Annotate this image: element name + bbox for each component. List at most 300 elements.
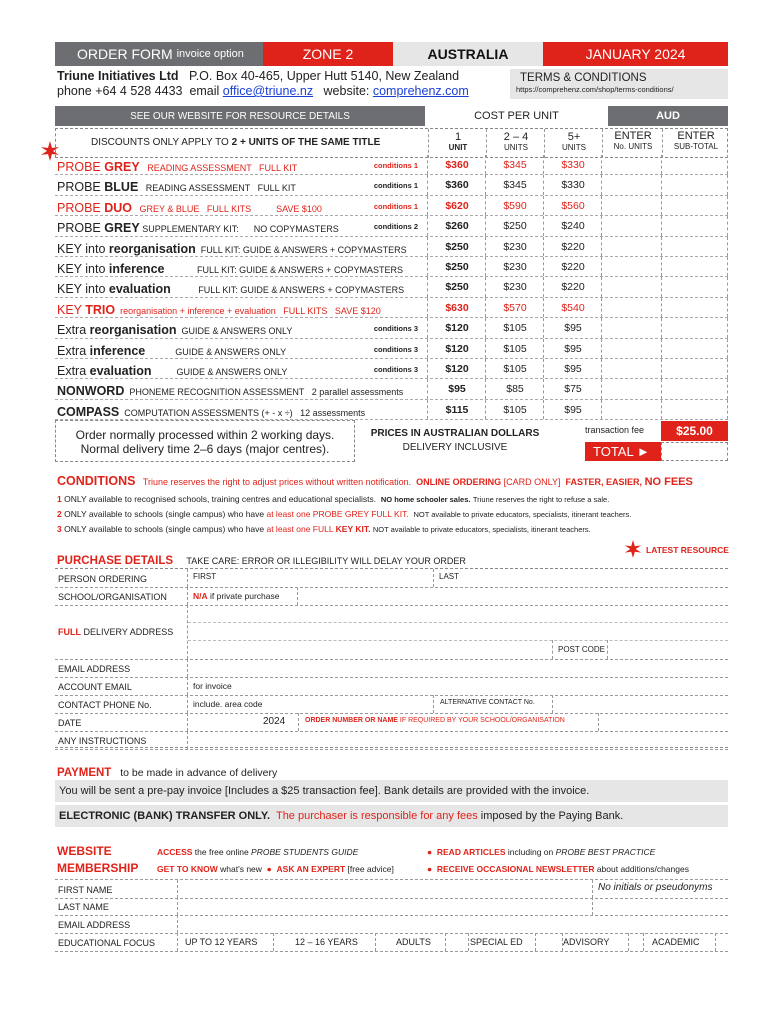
- ask-b: [free advice]: [345, 864, 394, 874]
- email-link[interactable]: office@triune.nz: [222, 84, 314, 98]
- price-cell: $250: [485, 216, 544, 235]
- enter-units-input[interactable]: [601, 237, 662, 256]
- educational-focus-label: EDUCATIONAL FOCUS: [58, 938, 156, 948]
- processing-note: [55, 420, 355, 462]
- discount-note: [91, 137, 380, 148]
- col3-top: 5+: [567, 131, 581, 143]
- processing-line-2: Normal delivery time 2–6 days (major centres).: [80, 442, 330, 456]
- product-title: evaluation: [89, 364, 152, 378]
- enter-subtotal-input[interactable]: [661, 318, 728, 337]
- read-a: READ ARTICLES: [436, 847, 506, 857]
- product-title: evaluation: [108, 282, 171, 297]
- membership-title-1: WEBSITE: [57, 844, 112, 858]
- membership-title: [57, 843, 138, 877]
- access-a: ACCESS: [157, 847, 193, 857]
- purchase-note: TAKE CARE: ERROR OR ILLEGIBILITY WILL DELAY YOUR ORDER: [186, 556, 466, 566]
- product-prefix: KEY into: [57, 241, 109, 256]
- col1-bot: UNIT: [448, 143, 468, 152]
- date-input[interactable]: [189, 713, 259, 731]
- col-enter-subtotal: [662, 129, 729, 158]
- member-last-name-label: LAST NAME: [58, 902, 109, 912]
- order-number-note: [305, 717, 565, 724]
- read-c: PROBE BEST PRACTICE: [555, 847, 656, 857]
- enter-units-input[interactable]: [601, 318, 662, 337]
- delivery-address-input[interactable]: [189, 605, 727, 659]
- col-1-unit: [428, 129, 487, 158]
- price-cell: $250: [427, 257, 486, 276]
- enter-subtotal-input[interactable]: [661, 359, 728, 378]
- order-number-input[interactable]: [600, 713, 727, 731]
- col-5-plus-units: [544, 129, 603, 158]
- area-code-note: include. area code: [193, 699, 263, 709]
- price-cell: $105: [485, 339, 544, 358]
- date-badge: JANUARY 2024: [543, 42, 728, 66]
- payment-subtitle: to be made in advance of delivery: [120, 767, 278, 779]
- website-label: website:: [323, 84, 370, 98]
- c2-a: ONLY available to schools (single campus) who have: [64, 509, 267, 519]
- enter-subtotal-input[interactable]: [661, 216, 728, 235]
- na-text: N/A: [193, 591, 208, 601]
- product-prefix: Extra: [57, 323, 90, 338]
- product-row: [55, 216, 728, 236]
- member-email-row: [55, 915, 728, 934]
- price-cell: $250: [427, 277, 486, 296]
- price-cell: $120: [427, 318, 486, 337]
- school-input[interactable]: [299, 587, 727, 605]
- col5-bot: SUB-TOTAL: [673, 142, 719, 151]
- na-rest: if private purchase: [207, 591, 280, 601]
- price-cell: $260: [427, 216, 486, 235]
- product-prefix: PROBE: [57, 180, 105, 195]
- product-row: [55, 237, 728, 257]
- product-description: SUPPLEMENTARY KIT: NO COPYMASTERS: [139, 224, 339, 235]
- enter-subtotal-input[interactable]: [661, 400, 728, 419]
- enter-units-input[interactable]: [601, 257, 662, 276]
- product-name-cell: [57, 321, 425, 339]
- enter-subtotal-input[interactable]: [661, 196, 728, 215]
- price-cell: $95: [543, 318, 602, 337]
- price-cell: $115: [427, 400, 486, 419]
- product-title: reorganisation: [89, 323, 177, 338]
- access-c: PROBE STUDENTS GUIDE: [251, 847, 359, 857]
- transaction-fee-value: $25.00: [661, 421, 728, 441]
- membership-title-2: MEMBERSHIP: [57, 861, 139, 875]
- c3-c: KEY KIT.: [335, 524, 371, 534]
- product-description: FULL KIT: GUIDE & ANSWERS + COPYMASTERS: [164, 265, 403, 275]
- product-name-cell: [57, 362, 425, 380]
- price-cell: $75: [543, 379, 602, 398]
- product-title: DUO: [104, 200, 133, 215]
- product-name-cell: [57, 219, 425, 237]
- year-label: 2024: [263, 716, 286, 727]
- post-code-label: POST CODE: [558, 645, 605, 654]
- member-first-name-input[interactable]: [179, 880, 590, 898]
- terms-title: TERMS & CONDITIONS: [520, 72, 647, 84]
- online-ordering: ONLINE ORDERING: [416, 477, 502, 487]
- product-prefix: KEY into: [57, 282, 109, 297]
- account-email-label: ACCOUNT EMAIL: [58, 682, 132, 692]
- date-label: DATE: [58, 718, 82, 728]
- product-name-cell: [57, 301, 425, 319]
- price-cell: $105: [485, 359, 544, 378]
- product-row: [55, 175, 728, 195]
- product-prefix: KEY: [57, 302, 86, 317]
- receive-b: about additions/changes: [594, 864, 689, 874]
- payment-title: PAYMENT: [57, 767, 112, 779]
- purchase-header: [57, 551, 466, 569]
- product-name-cell: [57, 382, 425, 400]
- product-description: COMPUTATION ASSESSMENTS (+ - x ÷) 12 assessments: [119, 407, 366, 418]
- contact-phone-row: [55, 695, 728, 714]
- price-cell: $345: [485, 155, 544, 174]
- c1-b: NO home schooler sales.: [380, 495, 471, 504]
- product-prefix: KEY into: [57, 262, 109, 276]
- product-prefix: Extra: [57, 343, 90, 358]
- price-cell: $570: [485, 298, 544, 317]
- account-email-input[interactable]: [189, 677, 727, 695]
- account-email-row: [55, 677, 728, 696]
- product-row: [55, 339, 728, 359]
- product-row: [55, 359, 728, 379]
- company-phone: phone +64 4 528 4433: [57, 84, 183, 98]
- c3-num: 3: [57, 524, 62, 534]
- terms-url[interactable]: https://comprehenz.com/shop/terms-conditions/: [516, 85, 674, 94]
- product-row: [55, 196, 728, 216]
- c1-num: 1: [57, 494, 62, 504]
- product-title: TRIO: [85, 302, 116, 317]
- terms-box: [510, 69, 728, 99]
- faster-easier: FASTER, EASIER,: [565, 477, 643, 487]
- order-number-a: ORDER NUMBER OR NAME: [305, 717, 398, 724]
- price-cell: $105: [485, 400, 544, 419]
- read-item: ● READ ARTICLES including on PROBE BEST PRACTICE: [427, 847, 656, 857]
- enter-subtotal-input[interactable]: [661, 277, 728, 296]
- enter-units-input[interactable]: [601, 379, 662, 398]
- price-cell: $620: [427, 196, 486, 215]
- member-email-label: EMAIL ADDRESS: [58, 920, 131, 930]
- product-description: FULL KIT: GUIDE & ANSWERS + COPYMASTERS: [195, 244, 407, 255]
- contact-phone-label: CONTACT PHONE No.: [58, 700, 152, 710]
- ask-a: ASK AN EXPERT: [276, 864, 346, 874]
- access-item: [157, 847, 358, 857]
- col2-top: 2 – 4: [503, 131, 529, 143]
- get-to-know-item: GET TO KNOW what's new ● ASK AN EXPERT [free advice]: [157, 864, 394, 874]
- focus-option-special-ed[interactable]: SPECIAL ED: [470, 937, 523, 947]
- price-cell: $230: [485, 237, 544, 256]
- product-name-cell: [57, 240, 425, 258]
- product-description: GUIDE & ANSWERS ONLY: [151, 367, 288, 377]
- delivery-inclusive: DELIVERY INCLUSIVE: [402, 442, 508, 453]
- member-email-input[interactable]: [179, 915, 727, 933]
- price-cell: $230: [485, 277, 544, 296]
- c3-b: at least one FULL: [266, 524, 336, 534]
- processing-line-1: Order normally processed within 2 working days.: [75, 428, 335, 442]
- product-title: GREY: [104, 221, 140, 236]
- product-description: GUIDE & ANSWERS ONLY: [145, 346, 287, 357]
- price-cell: $345: [485, 175, 544, 194]
- product-title: reorganisation: [108, 241, 196, 256]
- enter-units-input[interactable]: [601, 359, 662, 378]
- conditions-header: [57, 474, 693, 488]
- delivery-address-label: [58, 627, 173, 637]
- condition-2: [57, 507, 631, 522]
- col-2-4-units: [486, 129, 545, 158]
- contact-phone-input[interactable]: [265, 695, 431, 713]
- get-b: what's new: [217, 864, 262, 874]
- member-last-name-input[interactable]: [179, 897, 590, 915]
- price-cell: $360: [427, 175, 486, 194]
- c2-num: 2: [57, 509, 62, 519]
- price-cell: $95: [427, 379, 486, 398]
- col4-bot: No. UNITS: [613, 142, 653, 151]
- product-conditions: conditions 2: [373, 222, 418, 232]
- school-row: [55, 587, 728, 606]
- enter-units-input[interactable]: [601, 400, 662, 419]
- product-name-cell: [57, 403, 425, 421]
- price-cell: $220: [543, 277, 602, 296]
- product-conditions: conditions 3: [373, 344, 418, 354]
- school-label: SCHOOL/ORGANISATION: [58, 592, 167, 602]
- company-name: Triune Initiatives Ltd: [57, 69, 179, 83]
- enter-subtotal-input[interactable]: [661, 379, 728, 398]
- order-form-title: [55, 42, 263, 66]
- product-conditions: conditions 1: [373, 161, 418, 170]
- price-cell: $220: [543, 257, 602, 276]
- email-row: [55, 659, 728, 678]
- product-title: inference: [89, 343, 146, 358]
- educational-focus-row: [55, 933, 728, 952]
- price-cell: $360: [427, 155, 486, 174]
- price-cell: $120: [427, 339, 486, 358]
- see-website-bar: SEE OUR WEBSITE FOR RESOURCE DETAILS: [55, 106, 425, 126]
- enter-units-input[interactable]: [601, 196, 662, 215]
- purchaser-responsible: The purchaser is responsible for any fees: [275, 810, 478, 822]
- payment-line-2: [55, 805, 728, 827]
- bank-transfer-only: ELECTRONIC (BANK) TRANSFER ONLY.: [59, 810, 271, 822]
- first-name-input[interactable]: [223, 569, 431, 587]
- price-cell: $120: [427, 359, 486, 378]
- get-a: GET TO KNOW: [157, 864, 218, 874]
- paying-bank: imposed by the Paying Bank.: [477, 810, 624, 822]
- price-cell: $85: [485, 379, 544, 398]
- enter-subtotal-input[interactable]: [661, 257, 728, 276]
- purchase-title: PURCHASE DETAILS: [57, 555, 174, 567]
- alt-contact-label: ALTERNATIVE CONTACT No.: [440, 699, 535, 706]
- transaction-fee-label: transaction fee: [585, 425, 645, 435]
- conditions-title: CONDITIONS: [57, 474, 136, 488]
- total-label: TOTAL ►: [585, 442, 661, 461]
- price-cell: $330: [543, 175, 602, 194]
- member-first-name-label: FIRST NAME: [58, 885, 113, 895]
- company-address: P.O. Box 40-465, Upper Hutt 5140, New Zealand: [188, 69, 460, 83]
- col5-top: ENTER: [677, 130, 715, 142]
- product-description: GUIDE & ANSWERS ONLY: [176, 326, 293, 337]
- instructions-row: [55, 731, 728, 750]
- condition-1: [57, 492, 631, 507]
- product-conditions: conditions 1: [373, 201, 418, 211]
- country-badge: AUSTRALIA: [393, 42, 543, 66]
- alt-contact-input[interactable]: [554, 695, 727, 713]
- price-cell: $105: [485, 318, 544, 337]
- c2-c: GREY FULL KIT.: [344, 509, 409, 519]
- product-description: reorganisation + inference + evaluation FULL KITS SAVE $120: [115, 305, 381, 316]
- price-table-header: [55, 128, 728, 158]
- person-ordering-row: [55, 569, 728, 588]
- conditions-list: [57, 492, 631, 537]
- read-b: including on: [505, 847, 556, 857]
- product-name-cell: [57, 260, 425, 278]
- discount-note-b: 2 + UNITS OF THE SAME TITLE: [231, 137, 381, 148]
- person-ordering-label: PERSON ORDERING: [58, 574, 148, 584]
- company-info: [57, 69, 469, 99]
- price-cell: $95: [543, 339, 602, 358]
- no-initials-note: No initials or pseudonyms: [598, 882, 713, 893]
- discount-note-a: DISCOUNTS ONLY APPLY TO: [91, 137, 232, 148]
- member-last-name-row: [55, 897, 728, 916]
- product-conditions: conditions 3: [373, 324, 418, 334]
- product-name-cell: [57, 158, 425, 176]
- col1-top: 1: [454, 131, 462, 143]
- full-text: FULL: [58, 627, 81, 637]
- instructions-input[interactable]: [189, 731, 727, 749]
- price-cell: $560: [543, 196, 602, 215]
- product-prefix: PROBE: [57, 160, 105, 174]
- price-cell: $240: [543, 216, 602, 235]
- order-form-label: ORDER FORM: [77, 46, 173, 62]
- product-title: BLUE: [104, 180, 139, 195]
- product-name-cell: [57, 280, 425, 298]
- product-prefix: Extra: [57, 364, 90, 378]
- delivery-address-row: [55, 605, 728, 660]
- product-name-cell: [57, 199, 425, 217]
- last-name-input[interactable]: [467, 569, 727, 587]
- col2-bot: UNITS: [504, 143, 528, 152]
- enter-subtotal-input[interactable]: [661, 155, 728, 174]
- price-cell: $95: [543, 400, 602, 419]
- product-row: [55, 379, 728, 399]
- col4-top: ENTER: [614, 130, 652, 142]
- product-description: FULL KIT: GUIDE & ANSWERS + COPYMASTERS: [170, 285, 405, 296]
- product-row: [55, 400, 728, 420]
- price-cell: $630: [427, 298, 486, 317]
- enter-units-input[interactable]: [601, 175, 662, 194]
- focus-option-up-to-12[interactable]: UP TO 12 YEARS: [185, 937, 258, 947]
- focus-option-advisory[interactable]: ADVISORY: [563, 937, 610, 947]
- product-row: [55, 155, 728, 175]
- product-row: [55, 298, 728, 318]
- product-title: NONWORD: [57, 384, 125, 399]
- enter-subtotal-input[interactable]: [661, 175, 728, 194]
- product-title: GREY: [104, 160, 140, 174]
- receive-a: RECEIVE OCCASIONAL NEWSLETTER: [436, 864, 595, 874]
- email-address-label: EMAIL ADDRESS: [58, 664, 131, 674]
- enter-units-input[interactable]: [601, 155, 662, 174]
- price-cell: $230: [485, 257, 544, 276]
- website-link[interactable]: comprehenz.com: [372, 84, 469, 98]
- prices-title: PRICES IN AUSTRALIAN DOLLARS: [370, 428, 540, 439]
- price-cell: $250: [427, 237, 486, 256]
- product-description: PHONEME RECOGNITION ASSESSMENT 2 parallel assessments: [124, 387, 404, 398]
- price-cell: $220: [543, 237, 602, 256]
- col-enter-units: [602, 129, 663, 158]
- focus-option-academic[interactable]: ACADEMIC: [652, 937, 700, 947]
- no-fees: NO FEES: [644, 476, 693, 488]
- focus-option-12-16[interactable]: 12 – 16 YEARS: [295, 937, 358, 947]
- for-invoice-note: for invoice: [193, 681, 232, 691]
- enter-units-input[interactable]: [601, 298, 662, 317]
- cost-per-unit-label: COST PER UNIT: [474, 110, 559, 122]
- c3-d: NOT available to private educators, specialists, itinerant teachers.: [372, 525, 591, 534]
- payment-line-1: You will be sent a pre-pay invoice [Includes a $25 transaction fee]. Bank details are provided with the invoice.: [55, 780, 728, 802]
- latest-resource-label: LATEST RESOURCE: [646, 545, 729, 555]
- product-conditions: conditions 3: [373, 365, 418, 374]
- product-row: [55, 257, 728, 277]
- c1-c: Triune reserves the right to refuse a sale.: [472, 495, 610, 504]
- c2-d: NOT available to private educators, specialists, itinerant teachers.: [413, 510, 632, 519]
- receive-item: ● RECEIVE OCCASIONAL NEWSLETTER about additions/changes: [427, 864, 689, 874]
- enter-units-input[interactable]: [601, 339, 662, 358]
- price-cell: $540: [543, 298, 602, 317]
- enter-subtotal-input[interactable]: [661, 339, 728, 358]
- price-cell: $330: [543, 155, 602, 174]
- last-label: LAST: [439, 572, 460, 581]
- c3-a: ONLY available to schools (single campus) who have: [64, 524, 267, 534]
- zone-badge: ZONE 2: [263, 42, 393, 66]
- order-number-b: IF REQUIRED BY YOUR SCHOOL/ORGANISATION: [397, 717, 565, 724]
- access-b: the free online: [192, 847, 252, 857]
- product-description: READING ASSESSMENT FULL KIT: [138, 183, 296, 194]
- price-cell: $95: [543, 359, 602, 378]
- c2-b: at least one PROBE: [266, 509, 345, 519]
- invoice-option-label: invoice option: [176, 48, 244, 60]
- enter-subtotal-input[interactable]: [661, 237, 728, 256]
- product-name-cell: [57, 178, 425, 196]
- product-prefix: PROBE: [57, 200, 105, 215]
- enter-units-input[interactable]: [601, 216, 662, 235]
- payment-header: [57, 763, 277, 781]
- prices-note: [360, 428, 550, 453]
- product-row: [55, 277, 728, 297]
- product-row: [55, 318, 728, 338]
- na-note: [193, 591, 279, 601]
- product-description: GREY & BLUE FULL KITS SAVE $100: [132, 203, 322, 214]
- first-label: FIRST: [193, 572, 217, 581]
- header-bar: [55, 42, 728, 66]
- card-only: [CARD ONLY]: [503, 477, 561, 487]
- instructions-label: ANY INSTRUCTIONS: [58, 736, 147, 746]
- enter-units-input[interactable]: [601, 277, 662, 296]
- condition-3: [57, 522, 631, 537]
- product-conditions: conditions 1: [373, 181, 418, 191]
- col3-bot: UNITS: [562, 143, 586, 152]
- enter-subtotal-input[interactable]: [661, 298, 728, 317]
- product-name-cell: [57, 342, 425, 360]
- price-cell: $590: [485, 196, 544, 215]
- product-title: inference: [108, 262, 165, 276]
- date-row: [55, 713, 728, 732]
- c1-a: ONLY available to recognised schools, training centres and educational specialists.: [64, 494, 377, 504]
- conditions-intro: Triune reserves the right to adjust prices without written notification.: [142, 477, 412, 487]
- product-title: COMPASS: [57, 404, 120, 419]
- email-label: email: [189, 84, 220, 98]
- product-description: READING ASSESSMENT FULL KIT: [139, 163, 298, 173]
- focus-option-adults[interactable]: ADULTS: [396, 937, 431, 947]
- delivery-text: DELIVERY ADDRESS: [81, 627, 174, 637]
- currency-badge: AUD: [608, 106, 728, 126]
- product-prefix: PROBE: [57, 221, 105, 236]
- email-address-input[interactable]: [189, 659, 727, 677]
- total-input[interactable]: [661, 442, 728, 461]
